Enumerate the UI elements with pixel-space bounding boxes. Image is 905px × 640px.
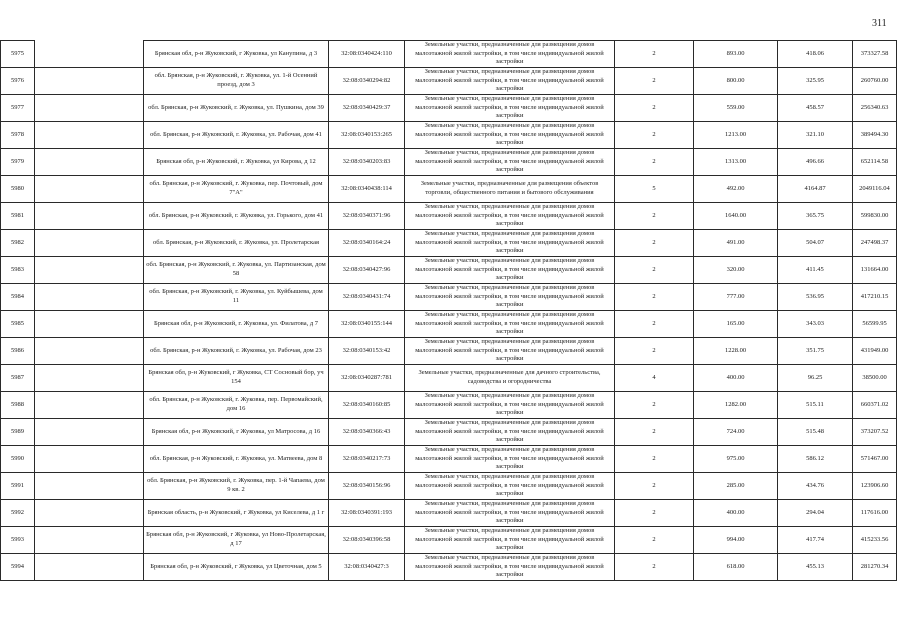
land-use-cell: Земельные участки, предназначенные для размещения домов малоэтажной жилой застройки, в том числе индивидуальной жилой застройки — [405, 473, 615, 500]
cadastral-value-cell: 431949.00 — [853, 338, 897, 365]
area-cell: 285.00 — [694, 473, 778, 500]
category-cell: 2 — [615, 95, 694, 122]
row-number: 5985 — [1, 311, 35, 338]
address-cell: Брянская обл, р-н Жуковский, г Жуковка, ул Канупина, д 3 — [144, 41, 329, 68]
cadastral-value-cell: 652114.58 — [853, 149, 897, 176]
address-cell: обл. Брянская, р-н Жуковский, г. Жуковка, пер. Первомайский, дом 16 — [144, 392, 329, 419]
unit-cost-cell: 458.57 — [778, 95, 853, 122]
land-use-cell: Земельные участки, предназначенные для размещения домов малоэтажной жилой застройки, в том числе индивидуальной жилой застройки — [405, 230, 615, 257]
category-cell: 2 — [615, 500, 694, 527]
cadastral-value-cell: 571467.00 — [853, 446, 897, 473]
area-cell: 491.00 — [694, 230, 778, 257]
spacer-cell — [35, 554, 144, 581]
cadastral-value-cell: 256340.63 — [853, 95, 897, 122]
row-number: 5988 — [1, 392, 35, 419]
table-row — [1, 473, 897, 500]
table-row — [1, 554, 897, 581]
row-number: 5984 — [1, 284, 35, 311]
category-cell: 2 — [615, 446, 694, 473]
unit-cost-cell: 96.25 — [778, 365, 853, 392]
address-cell: обл. Брянская, р-н Жуковский, г. Жуковка, пер. Почтовый, дом 7"А" — [144, 176, 329, 203]
address-cell: обл. Брянская, р-н Жуковский, г. Жуковка, ул. Рабочая, дом 23 — [144, 338, 329, 365]
row-number: 5981 — [1, 203, 35, 230]
unit-cost-cell: 418.06 — [778, 41, 853, 68]
land-use-cell: Земельные участки, предназначенные для размещения домов малоэтажной жилой застройки, в том числе индивидуальной жилой застройки — [405, 149, 615, 176]
cadastral-number-cell: 32:08:0340203:83 — [329, 149, 405, 176]
category-cell: 2 — [615, 284, 694, 311]
cadastral-value-cell: 389494.30 — [853, 122, 897, 149]
area-cell: 320.00 — [694, 257, 778, 284]
category-cell: 2 — [615, 149, 694, 176]
unit-cost-cell: 515.11 — [778, 392, 853, 419]
category-cell: 2 — [615, 230, 694, 257]
table-row — [1, 419, 897, 446]
spacer-cell — [35, 284, 144, 311]
table-row — [1, 257, 897, 284]
row-number: 5990 — [1, 446, 35, 473]
spacer-cell — [35, 95, 144, 122]
table-row — [1, 95, 897, 122]
land-use-cell: Земельные участки, предназначенные для размещения домов малоэтажной жилой застройки, в том числе индивидуальной жилой застройки — [405, 527, 615, 554]
row-number: 5975 — [1, 41, 35, 68]
area-cell: 492.00 — [694, 176, 778, 203]
table-row — [1, 41, 897, 68]
area-cell: 1313.00 — [694, 149, 778, 176]
unit-cost-cell: 321.10 — [778, 122, 853, 149]
address-cell: обл. Брянская, р-н Жуковский, г. Жуковка, ул. Горького, дом 41 — [144, 203, 329, 230]
land-use-cell: Земельные участки, предназначенные для размещения домов малоэтажной жилой застройки, в том числе индивидуальной жилой застройки — [405, 311, 615, 338]
row-number: 5982 — [1, 230, 35, 257]
unit-cost-cell: 351.75 — [778, 338, 853, 365]
land-use-cell: Земельные участки, предназначенные для размещения домов малоэтажной жилой застройки, в том числе индивидуальной жилой застройки — [405, 284, 615, 311]
cadastral-number-cell: 32:08:0340294:82 — [329, 68, 405, 95]
land-use-cell: Земельные участки, предназначенные для размещения домов малоэтажной жилой застройки, в том числе индивидуальной жилой застройки — [405, 554, 615, 581]
spacer-cell — [35, 365, 144, 392]
cadastral-value-cell: 373327.58 — [853, 41, 897, 68]
address-cell: Брянская обл, р-н Жуковский, г Жуковка, ул Цветочная, дом 5 — [144, 554, 329, 581]
cadastral-value-cell: 373207.52 — [853, 419, 897, 446]
area-cell: 400.00 — [694, 500, 778, 527]
category-cell: 2 — [615, 122, 694, 149]
spacer-cell — [35, 392, 144, 419]
table-row — [1, 203, 897, 230]
category-cell: 2 — [615, 41, 694, 68]
address-cell: обл. Брянская, р-н Жуковский, г. Жуковка, ул. Матвеева, дом 8 — [144, 446, 329, 473]
unit-cost-cell: 504.07 — [778, 230, 853, 257]
land-use-cell: Земельные участки, предназначенные для размещения домов малоэтажной жилой застройки, в том числе индивидуальной жилой застройки — [405, 41, 615, 68]
category-cell: 5 — [615, 176, 694, 203]
table-row — [1, 500, 897, 527]
cadastral-value-cell: 117616.00 — [853, 500, 897, 527]
cadastral-number-cell: 32:08:0340160:85 — [329, 392, 405, 419]
registry-body — [1, 41, 897, 581]
cadastral-number-cell: 32:08:0340429:37 — [329, 95, 405, 122]
address-cell: обл. Брянская, р-н Жуковский, г. Жуковка, ул. Партизанская, дом 58 — [144, 257, 329, 284]
cadastral-number-cell: 32:08:0340396:58 — [329, 527, 405, 554]
spacer-cell — [35, 41, 144, 68]
category-cell: 2 — [615, 554, 694, 581]
land-use-cell: Земельные участки, предназначенные для дачного строительства, садоводства и огородничества — [405, 365, 615, 392]
address-cell: обл. Брянская, р-н Жуковский, г. Жуковка, ул. Пушкина, дом 39 — [144, 95, 329, 122]
spacer-cell — [35, 122, 144, 149]
cadastral-number-cell: 32:08:0340217:73 — [329, 446, 405, 473]
spacer-cell — [35, 527, 144, 554]
land-use-cell: Земельные участки, предназначенные для размещения домов малоэтажной жилой застройки, в том числе индивидуальной жилой застройки — [405, 257, 615, 284]
land-use-cell: Земельные участки, предназначенные для размещения домов малоэтажной жилой застройки, в том числе индивидуальной жилой застройки — [405, 68, 615, 95]
unit-cost-cell: 536.95 — [778, 284, 853, 311]
spacer-cell — [35, 68, 144, 95]
cadastral-number-cell: 32:08:0340287:781 — [329, 365, 405, 392]
table-row — [1, 527, 897, 554]
cadastral-number-cell: 32:08:0340424:110 — [329, 41, 405, 68]
cadastral-number-cell: 32:08:0340427:3 — [329, 554, 405, 581]
area-cell: 1640.00 — [694, 203, 778, 230]
cadastral-number-cell: 32:08:0340427:96 — [329, 257, 405, 284]
unit-cost-cell: 365.75 — [778, 203, 853, 230]
cadastral-value-cell: 123906.60 — [853, 473, 897, 500]
unit-cost-cell: 411.45 — [778, 257, 853, 284]
row-number: 5994 — [1, 554, 35, 581]
row-number: 5986 — [1, 338, 35, 365]
cadastral-number-cell: 32:08:0340438:114 — [329, 176, 405, 203]
category-cell: 2 — [615, 392, 694, 419]
category-cell: 2 — [615, 473, 694, 500]
spacer-cell — [35, 311, 144, 338]
cadastral-value-cell: 2049116.04 — [853, 176, 897, 203]
cadastral-number-cell: 32:08:0340164:24 — [329, 230, 405, 257]
row-number: 5992 — [1, 500, 35, 527]
cadastral-value-cell: 56599.95 — [853, 311, 897, 338]
unit-cost-cell: 343.03 — [778, 311, 853, 338]
page-number: 311 — [872, 18, 887, 29]
address-cell: обл. Брянская, р-н Жуковский, г. Жуковка, ул. Куйбышева, дом 11 — [144, 284, 329, 311]
area-cell: 1228.00 — [694, 338, 778, 365]
table-row — [1, 176, 897, 203]
spacer-cell — [35, 338, 144, 365]
area-cell: 559.00 — [694, 95, 778, 122]
area-cell: 994.00 — [694, 527, 778, 554]
spacer-cell — [35, 176, 144, 203]
cadastral-value-cell: 131664.00 — [853, 257, 897, 284]
area-cell: 724.00 — [694, 419, 778, 446]
address-cell: Брянская обл, р-н Жуковский, г Жуковка, ул Матросова, д 16 — [144, 419, 329, 446]
category-cell: 2 — [615, 338, 694, 365]
cadastral-number-cell: 32:08:0340153:265 — [329, 122, 405, 149]
cadastral-value-cell: 415233.56 — [853, 527, 897, 554]
land-registry-table — [0, 40, 897, 581]
row-number: 5977 — [1, 95, 35, 122]
category-cell: 2 — [615, 257, 694, 284]
address-cell: обл. Брянская, р-н Жуковский, г. Жуковка, пер. 1-й Чапаева, дом 9 кв. 2 — [144, 473, 329, 500]
unit-cost-cell: 325.95 — [778, 68, 853, 95]
unit-cost-cell: 294.04 — [778, 500, 853, 527]
cadastral-number-cell: 32:08:0340156:96 — [329, 473, 405, 500]
unit-cost-cell: 515.48 — [778, 419, 853, 446]
land-use-cell: Земельные участки, предназначенные для размещения домов малоэтажной жилой застройки, в том числе индивидуальной жилой застройки — [405, 419, 615, 446]
cadastral-number-cell: 32:08:0340431:74 — [329, 284, 405, 311]
address-cell: Брянская область, р-н Жуковский, г Жуковка, ул Киселева, д 1 г — [144, 500, 329, 527]
area-cell: 893.00 — [694, 41, 778, 68]
cadastral-number-cell: 32:08:0340153:42 — [329, 338, 405, 365]
spacer-cell — [35, 257, 144, 284]
land-use-cell: Земельные участки, предназначенные для размещения домов малоэтажной жилой застройки, в том числе индивидуальной жилой застройки — [405, 446, 615, 473]
area-cell: 1213.00 — [694, 122, 778, 149]
table-row — [1, 311, 897, 338]
address-cell: обл. Брянская, р-н Жуковский, г. Жуковка, ул. Пролетарская — [144, 230, 329, 257]
spacer-cell — [35, 203, 144, 230]
table-row — [1, 149, 897, 176]
unit-cost-cell: 586.12 — [778, 446, 853, 473]
address-cell: Брянская обл, р-н Жуковский, г Жуковка, ул Ново-Пролетарская, д 17 — [144, 527, 329, 554]
unit-cost-cell: 417.74 — [778, 527, 853, 554]
spacer-cell — [35, 419, 144, 446]
row-number: 5978 — [1, 122, 35, 149]
category-cell: 2 — [615, 203, 694, 230]
area-cell: 1282.00 — [694, 392, 778, 419]
table-row — [1, 365, 897, 392]
address-cell: обл. Брянская, р-н Жуковский, г. Жуковка, ул. 1-й Осенний проезд, дом 3 — [144, 68, 329, 95]
row-number: 5976 — [1, 68, 35, 95]
land-use-cell: Земельные участки, предназначенные для размещения домов малоэтажной жилой застройки, в том числе индивидуальной жилой застройки — [405, 500, 615, 527]
address-cell: Брянская обл, р-н Жуковский, г. Жуковка, ул. Филатова, д 7 — [144, 311, 329, 338]
row-number: 5987 — [1, 365, 35, 392]
category-cell: 2 — [615, 68, 694, 95]
category-cell: 4 — [615, 365, 694, 392]
land-use-cell: Земельные участки, предназначенные для размещения домов малоэтажной жилой застройки, в том числе индивидуальной жилой застройки — [405, 338, 615, 365]
land-use-cell: Земельные участки, предназначенные для размещения домов малоэтажной жилой застройки, в том числе индивидуальной жилой застройки — [405, 122, 615, 149]
row-number: 5980 — [1, 176, 35, 203]
cadastral-number-cell: 32:08:0340155:144 — [329, 311, 405, 338]
spacer-cell — [35, 149, 144, 176]
table-row — [1, 446, 897, 473]
table-row — [1, 122, 897, 149]
unit-cost-cell: 496.66 — [778, 149, 853, 176]
table-row — [1, 284, 897, 311]
spacer-cell — [35, 500, 144, 527]
spacer-cell — [35, 446, 144, 473]
unit-cost-cell: 455.13 — [778, 554, 853, 581]
unit-cost-cell: 4164.87 — [778, 176, 853, 203]
cadastral-value-cell: 281270.34 — [853, 554, 897, 581]
area-cell: 800.00 — [694, 68, 778, 95]
spacer-cell — [35, 230, 144, 257]
area-cell: 165.00 — [694, 311, 778, 338]
row-number: 5979 — [1, 149, 35, 176]
cadastral-number-cell: 32:08:0340391:193 — [329, 500, 405, 527]
row-number: 5993 — [1, 527, 35, 554]
unit-cost-cell: 434.76 — [778, 473, 853, 500]
area-cell: 777.00 — [694, 284, 778, 311]
cadastral-value-cell: 417210.15 — [853, 284, 897, 311]
area-cell: 400.00 — [694, 365, 778, 392]
row-number: 5983 — [1, 257, 35, 284]
cadastral-value-cell: 38500.00 — [853, 365, 897, 392]
address-cell: Брянская обл, р-н Жуковский, г Жуковка, СТ Сосновый бор, уч 154 — [144, 365, 329, 392]
land-use-cell: Земельные участки, предназначенные для размещения объектов торговли, общественного питания и бытового обслуживания — [405, 176, 615, 203]
table-row — [1, 392, 897, 419]
cadastral-value-cell: 660371.02 — [853, 392, 897, 419]
spacer-cell — [35, 473, 144, 500]
area-cell: 975.00 — [694, 446, 778, 473]
area-cell: 618.00 — [694, 554, 778, 581]
row-number: 5989 — [1, 419, 35, 446]
table-row — [1, 68, 897, 95]
category-cell: 2 — [615, 419, 694, 446]
row-number: 5991 — [1, 473, 35, 500]
cadastral-number-cell: 32:08:0340366:43 — [329, 419, 405, 446]
address-cell: Брянская обл, р-н Жуковский, г. Жуковка, ул Кирова, д 12 — [144, 149, 329, 176]
land-use-cell: Земельные участки, предназначенные для размещения домов малоэтажной жилой застройки, в том числе индивидуальной жилой застройки — [405, 392, 615, 419]
cadastral-number-cell: 32:08:0340371:96 — [329, 203, 405, 230]
cadastral-value-cell: 260760.00 — [853, 68, 897, 95]
cadastral-value-cell: 599830.00 — [853, 203, 897, 230]
table-row — [1, 230, 897, 257]
land-use-cell: Земельные участки, предназначенные для размещения домов малоэтажной жилой застройки, в том числе индивидуальной жилой застройки — [405, 203, 615, 230]
category-cell: 2 — [615, 527, 694, 554]
table-row — [1, 338, 897, 365]
category-cell: 2 — [615, 311, 694, 338]
address-cell: обл. Брянская, р-н Жуковский, г. Жуковка, ул. Рабочая, дом 41 — [144, 122, 329, 149]
land-use-cell: Земельные участки, предназначенные для размещения домов малоэтажной жилой застройки, в том числе индивидуальной жилой застройки — [405, 95, 615, 122]
cadastral-value-cell: 247498.37 — [853, 230, 897, 257]
